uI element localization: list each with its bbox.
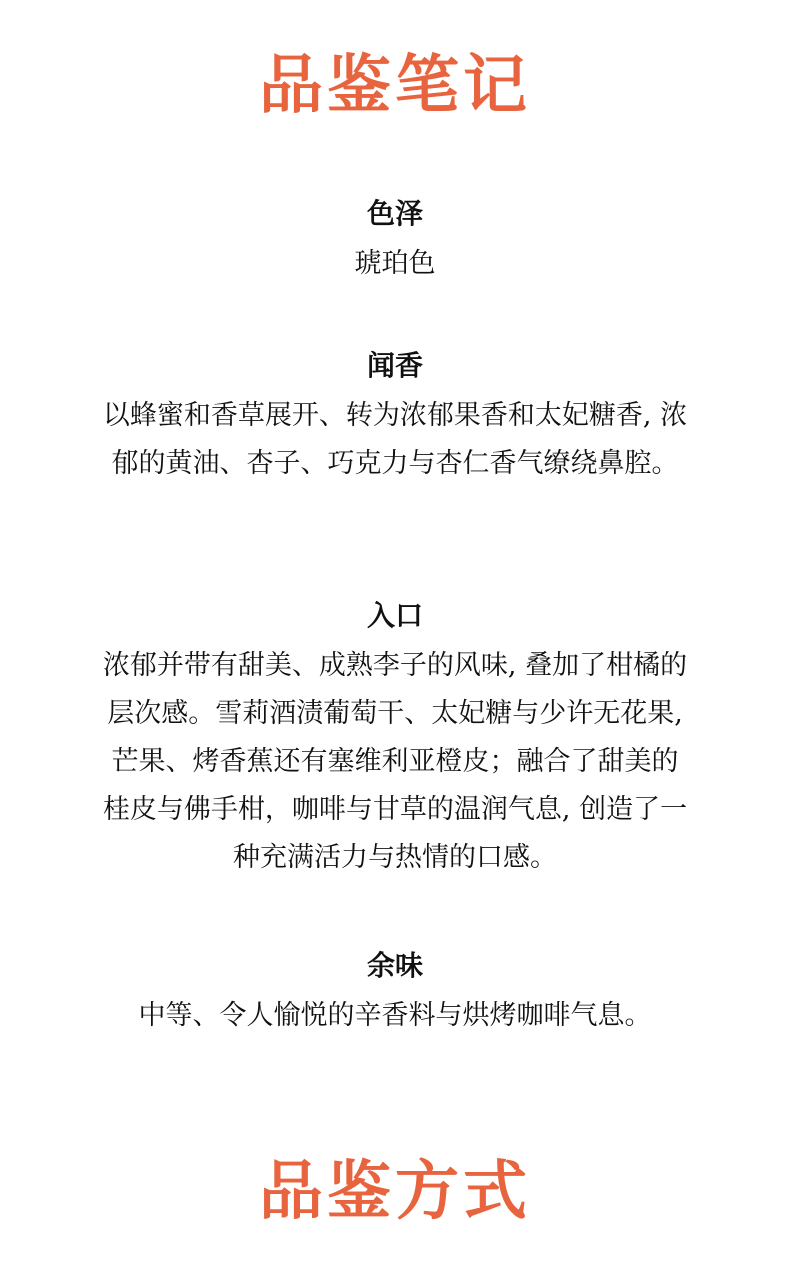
- color-section-body: 琥珀色: [354, 248, 436, 279]
- nose-section-body: 以蜂蜜和香草展开、转为浓郁果香和太妃糖香, 浓郁的黄油、杏子、巧克力与杏仁香气缭绕鼻腔。: [102, 400, 688, 479]
- palate-section-body: 浓郁并带有甜美、成熟李子的风味, 叠加了柑橘的层次感。雪莉酒渍葡萄干、太妃糖与少许无花果, 芒果、烤香蕉还有塞维利亚橙皮；融合了甜美的桂皮与佛手柑，咖啡与甘草的温润气息, 创造了一种充满活力与热情的口感。: [102, 650, 688, 873]
- finish-section-body: 中等、令人愉悦的辛香料与烘烤咖啡气息。: [138, 1000, 652, 1031]
- palate-section-title: 入口: [366, 599, 423, 632]
- palate-section: [100, 596, 690, 882]
- color-section-title: 色泽: [366, 197, 423, 230]
- tasting-notes-title: 品鉴笔记: [259, 48, 531, 123]
- finish-section: [100, 946, 690, 1040]
- nose-section: [100, 346, 690, 488]
- color-section: [100, 194, 690, 288]
- tasting-method-title: 品鉴方式: [259, 1154, 531, 1229]
- nose-section-title: 闻香: [366, 349, 423, 382]
- finish-section-title: 余味: [366, 949, 423, 982]
